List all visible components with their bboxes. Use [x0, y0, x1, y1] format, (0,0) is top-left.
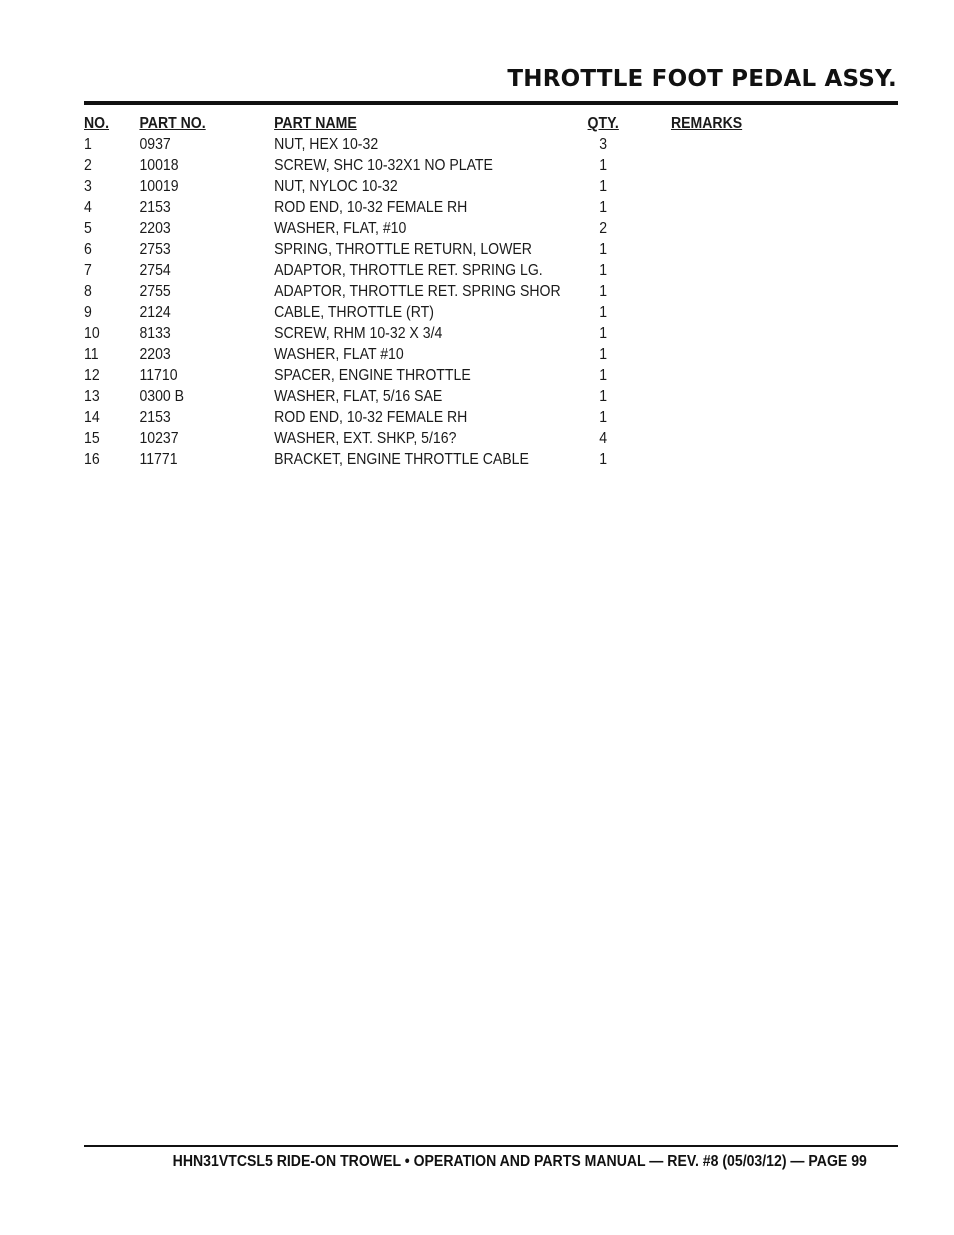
- part-number: 2203: [139, 220, 171, 237]
- table-row: [84, 386, 753, 407]
- part-number: 0937: [139, 136, 171, 153]
- part-index: 13: [84, 388, 100, 405]
- footer-divider: [84, 1145, 898, 1147]
- part-qty: 1: [599, 325, 608, 342]
- part-name: SPRING, THROTTLE RETURN, LOWER: [274, 241, 532, 258]
- part-qty: 1: [599, 283, 608, 300]
- part-name: ADAPTOR, THROTTLE RET. SPRING SHOR: [274, 283, 561, 300]
- part-number: 10019: [139, 178, 179, 195]
- title-divider: [84, 101, 898, 105]
- part-qty: 3: [599, 136, 608, 153]
- part-qty: 1: [599, 262, 608, 279]
- table-row: [84, 407, 753, 428]
- table-row: [84, 281, 753, 302]
- part-index: 8: [84, 283, 92, 300]
- part-name: SCREW, SHC 10-32X1 NO PLATE: [274, 157, 493, 174]
- table-row: [84, 197, 753, 218]
- part-name: SPACER, ENGINE THROTTLE: [274, 367, 471, 384]
- part-name: ADAPTOR, THROTTLE RET. SPRING LG.: [274, 262, 543, 279]
- part-name: ROD END, 10-32 FEMALE RH: [274, 409, 468, 426]
- part-number: 2754: [139, 262, 171, 279]
- part-qty: 1: [599, 409, 608, 426]
- part-name: NUT, NYLOC 10-32: [274, 178, 398, 195]
- part-number: 2203: [139, 346, 171, 363]
- part-number: 0300 B: [139, 388, 185, 405]
- part-name: CABLE, THROTTLE (RT): [274, 304, 434, 321]
- part-qty: 1: [599, 388, 608, 405]
- part-qty: 1: [599, 199, 608, 216]
- part-name: SCREW, RHM 10-32 X 3/4: [274, 325, 443, 342]
- part-qty: 1: [599, 241, 608, 258]
- table-row: [84, 428, 753, 449]
- part-index: 11: [84, 346, 99, 363]
- part-index: 12: [84, 367, 100, 384]
- table-row: [84, 365, 753, 386]
- page-footer: HHN31VTCSL5 RIDE-ON TROWEL • OPERATION AND PARTS MANUAL — REV. #8 (05/03/12) — PAGE 99: [172, 1153, 867, 1170]
- part-qty: 1: [599, 451, 608, 468]
- part-number: 2124: [139, 304, 171, 321]
- part-number: 10018: [139, 157, 179, 174]
- part-name: ROD END, 10-32 FEMALE RH: [274, 199, 468, 216]
- part-number: 8133: [139, 325, 171, 342]
- part-index: 9: [84, 304, 92, 321]
- part-number: 10237: [139, 430, 179, 447]
- table-row: [84, 323, 753, 344]
- table-row: [84, 218, 753, 239]
- table-row: [84, 155, 753, 176]
- part-name: WASHER, FLAT #10: [274, 346, 404, 363]
- part-qty: 1: [599, 178, 608, 195]
- part-name: NUT, HEX 10-32: [274, 136, 379, 153]
- header-remarks: REMARKS: [670, 115, 743, 132]
- part-qty: 1: [599, 304, 608, 321]
- table-body: [84, 134, 844, 470]
- table-row: [84, 134, 753, 155]
- part-index: 5: [84, 220, 92, 237]
- part-qty: 1: [599, 157, 608, 174]
- part-qty: 2: [599, 220, 608, 237]
- table-row: [84, 239, 753, 260]
- header-qty: QTY.: [587, 115, 619, 132]
- part-number: 11710: [139, 367, 178, 384]
- part-name: WASHER, FLAT, 5/16 SAE: [274, 388, 443, 405]
- parts-table: [84, 113, 844, 470]
- table-row: [84, 302, 753, 323]
- part-name: WASHER, EXT. SHKP, 5/16?: [274, 430, 457, 447]
- part-index: 4: [84, 199, 92, 216]
- part-index: 15: [84, 430, 100, 447]
- part-index: 1: [84, 136, 92, 153]
- part-number: 2753: [139, 241, 171, 258]
- part-index: 7: [84, 262, 92, 279]
- page-title: THROTTLE FOOT PEDAL ASSY.: [507, 66, 897, 92]
- part-name: WASHER, FLAT, #10: [274, 220, 407, 237]
- part-index: 6: [84, 241, 92, 258]
- part-index: 2: [84, 157, 92, 174]
- table-header: [84, 113, 753, 134]
- header-no: NO.: [84, 115, 110, 132]
- part-number: 2755: [139, 283, 171, 300]
- part-index: 14: [84, 409, 100, 426]
- part-number: 2153: [139, 409, 171, 426]
- table-row: [84, 344, 753, 365]
- part-index: 3: [84, 178, 92, 195]
- part-qty: 1: [599, 367, 608, 384]
- table-row: [84, 449, 753, 470]
- table-row: [84, 260, 753, 281]
- header-part-no: PART NO.: [139, 115, 206, 132]
- part-index: 16: [84, 451, 100, 468]
- header-part-name: PART NAME: [274, 115, 357, 132]
- part-number: 2153: [139, 199, 171, 216]
- part-name: BRACKET, ENGINE THROTTLE CABLE: [274, 451, 529, 468]
- part-number: 11771: [139, 451, 178, 468]
- part-index: 10: [84, 325, 100, 342]
- table-row: [84, 176, 753, 197]
- part-qty: 1: [599, 346, 608, 363]
- part-qty: 4: [599, 430, 608, 447]
